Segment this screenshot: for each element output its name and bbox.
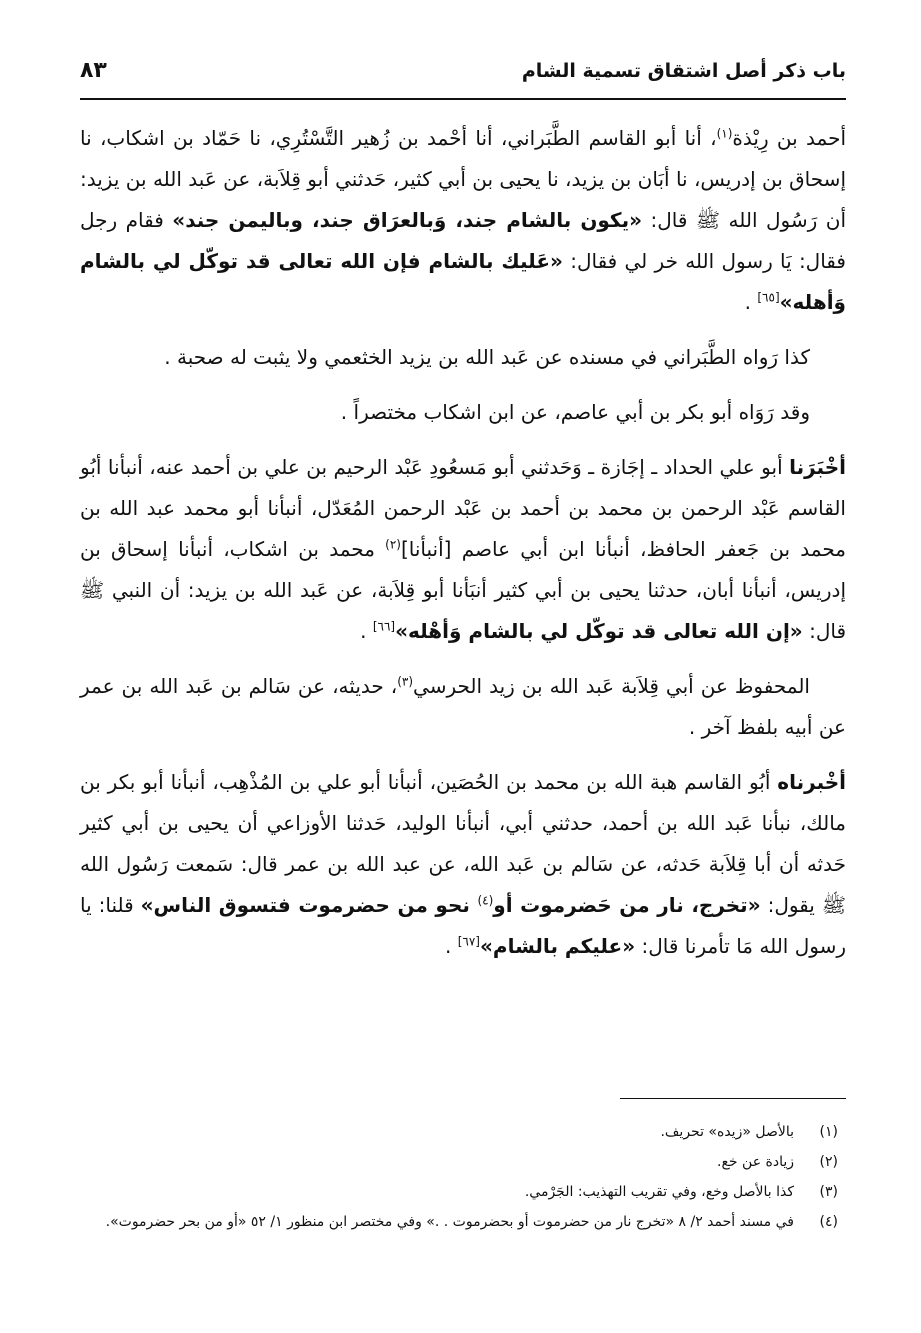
main-text <box>80 118 846 981</box>
hadith-quote: «عليكم بالشام» <box>479 934 636 958</box>
paragraph-5 <box>80 666 846 748</box>
text-span: المحفوظ عن أبي قِلاَبة عَبد الله بن زيد الحرسي <box>413 674 810 698</box>
footnote-number: (٤) <box>819 1214 838 1230</box>
footnote-text: بالأصل «زيده» تحريف. <box>660 1124 794 1140</box>
text-span: محمد بن اشكاب، أنبأنا إسحاق بن إدريس، أنبأنا أبان، حدثنا يحيى بن أبي كثير أنبَأنا أبو قِلاَبة، عن عَبد الله بن يزيد: أن النبي ﷺ قال: <box>80 537 846 643</box>
footnote-marker: (٤) <box>477 893 494 908</box>
footnote-marker: (٣) <box>397 674 414 689</box>
paragraph-3: وقد رَوَاه أبو بكر بن أبي عاصم، عن ابن اشكاب مختصراً . <box>340 400 810 424</box>
text-span: . <box>744 290 758 314</box>
footnote-item <box>80 1150 838 1174</box>
hadith-quote: «يكون بالشام جند، وَبالعرَاق جند، وباليمن جند» <box>172 208 642 232</box>
hadith-ref: [٦٦] <box>372 619 396 634</box>
paragraph-1 <box>80 118 846 323</box>
hadith-ref: [٦٧] <box>457 934 480 949</box>
hadith-ref: [٦٥] <box>757 290 780 305</box>
footnote-marker: (٢) <box>385 537 401 552</box>
text-span: أحمد بن رِيْذة <box>732 126 847 150</box>
hadith-quote: «عَليك بالشام فإن الله تعالى قد توكّل لي بالشام وَأهله» <box>80 249 846 314</box>
lead-word: أخْبَرَنا <box>789 455 846 479</box>
footnote-text: زيادة عن خع. <box>717 1154 794 1170</box>
text-span: قلنا: يا رسول الله مَا تأمرنا قال: <box>80 893 846 958</box>
text-span: ، أنا أبو القاسم الطَّبَراني، أنا أحْمد بن زُهير التَّسْتُرِي، نا حَمّاد بن اشكاب، نا إسحاق بن إدريس، نا أبَان بن يزيد، نا يحيى بن أبي كثير، حَدثني أبو قِلاَبة، عن عَبد الله بن يزيد: أن رَسُول الله ﷺ قال: <box>80 126 847 232</box>
footnote-separator <box>620 1098 846 1099</box>
text-span: . <box>360 619 373 643</box>
running-title: باب ذكر أصل اشتقاق تسمية الشام <box>521 60 846 82</box>
footnote-marker: (١) <box>716 126 733 141</box>
footnote-number: (٢) <box>819 1154 838 1170</box>
hadith-quote: «تخرج، نار من حَضرموت أو <box>493 893 761 917</box>
text-span: أبو علي الحداد ـ إجَازة ـ وَحَدثني أبو مَسعُودِ عَبْد الرحيم بن علي بن أحمد عنه، أنبأنا أبُو القاسم عَبْد الرحمن بن محمد بن أحمد بن عَبْد الرحمن المُعَدّل، أنبأنا أبو محمد عبد الله بن محمد بن جَعفر الحافظ، أنبأنا ابن أبي عاصم [أنبأنا] <box>80 455 846 561</box>
footnote-item <box>80 1180 838 1204</box>
footnote-number: (١) <box>819 1124 838 1140</box>
lead-word: أخْبرناه <box>777 770 846 794</box>
paragraph-6 <box>80 762 846 967</box>
hadith-quote: «إن الله تعالى قد توكّل لي بالشام وَأهْله» <box>395 619 803 643</box>
footnote-text: في مسند أحمد ٢/ ٨ «تخرج نار من حضرموت أو بحضرموت . .» وفي مختصر ابن منظور ١/ ٥٢ «أو من بحر حضرموت». <box>105 1214 794 1230</box>
footnotes <box>80 1120 838 1240</box>
footnote-number: (٣) <box>819 1184 838 1200</box>
footnote-text: كذا بالأصل وخع، وفي تقريب التهذيب: الجَرْمي. <box>524 1184 794 1200</box>
paragraph-2: كذا رَواه الطَّبَراني في مسنده عن عَبد الله بن يزيد الخثعمي ولا يثبت له صحبة . <box>164 345 810 369</box>
page-number: ٨٣ <box>80 58 107 83</box>
text-span: ، حديثه، عن سَالم بن عَبد الله بن عمر عن أبيه بلفظ آخر . <box>80 674 846 739</box>
footnote-item <box>80 1120 838 1144</box>
text-span: فقام رجل فقال: يَا رسول الله خر لي فقال: <box>80 208 846 273</box>
paragraph-4 <box>80 447 846 652</box>
footnote-item <box>80 1210 838 1234</box>
page-header <box>80 52 846 100</box>
text-span: أبُو القاسم هبة الله بن محمد بن الحُصَين، أنبأنا أبو علي بن المُذْهِب، أنبأنا أبو بكر بن مالك، نبأنا عَبد الله بن أحمد، حدثني أبي، أنبأنا الوليد، حَدثنا الأوزاعي أن يحيى بن أبي كثير حَدثه أن أبا قِلاَبة حَدثه، عن سَالم بن عَبد الله، عن عبد الله بن عمر قال: سَمعت رَسُول الله ﷺ يقول: <box>80 770 846 917</box>
text-span: . <box>445 934 458 958</box>
hadith-quote: نحو من حضرموت فتسوق الناس» <box>140 893 478 917</box>
